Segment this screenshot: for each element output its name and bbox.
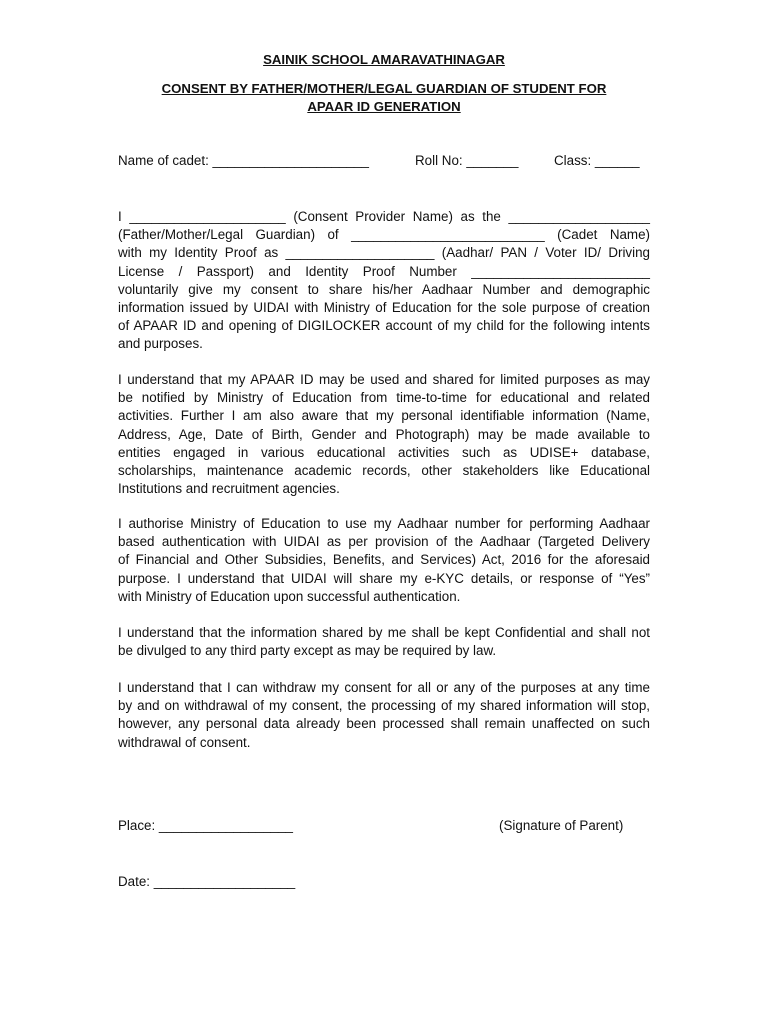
paragraph-line: Address, Age, Date of Birth, Gender and Photograph) may be made available to (118, 426, 650, 442)
paragraph-line: I understand that I can withdraw my consent for all or any of the purposes at any time (118, 680, 650, 695)
form-title (0, 80, 768, 116)
cadet-name-field: Name of cadet: _____________________ (118, 153, 369, 168)
consent-paragraph-2 (118, 371, 650, 498)
paragraph-line: entities engaged in various educational activities such as UDISE+ database, (118, 444, 650, 460)
paragraph-line: I understand that my APAAR ID may be used and shared for limited purposes as may (118, 372, 650, 387)
paragraph-line: with my Identity Proof as ____________________ (Aadhar/ PAN / Voter ID/ Driving (118, 245, 650, 261)
paragraph-line: be notified by Ministry of Education from time-to-time for educational and related (118, 390, 650, 406)
paragraph-line: (Father/Mother/Legal Guardian) of __________________________ (Cadet Name) (118, 227, 650, 243)
consent-paragraph-1 (118, 208, 650, 354)
roll-no-field: Roll No: _______ (415, 153, 519, 168)
paragraph-line: Institutions and recruitment agencies. (118, 481, 340, 497)
paragraph-line: I authorise Ministry of Education to use my Aadhaar number for performing Aadhaar (118, 516, 650, 531)
paragraph-line: purpose. I understand that UIDAI will share my e-KYC details, or response of “Yes” (118, 570, 650, 586)
paragraph-line: however, any personal data already been processed shall remain unaffected on such (118, 716, 650, 732)
form-title-line-2: APAAR ID GENERATION (307, 99, 461, 114)
paragraph-line: of Financial and Other Subsidies, Benefits, and Services) Act, 2016 for the aforesaid (118, 552, 650, 568)
paragraph-line: I _____________________ (Consent Provider Name) as the ___________________ (118, 209, 650, 224)
school-name: SAINIK SCHOOL AMARAVATHINAGAR (263, 52, 505, 67)
paragraph-line: voluntarily give my consent to share his/her Aadhaar Number and demographic (118, 281, 650, 297)
date-field: Date: ___________________ (118, 874, 296, 889)
paragraph-line: scholarships, maintenance academic records, other stakeholders like Educational (118, 463, 650, 479)
paragraph-line: with Ministry of Education upon successful authentication. (118, 588, 461, 604)
paragraph-line: withdrawal of consent. (118, 734, 251, 750)
class-field: Class: ______ (554, 153, 640, 168)
parent-signature-label: (Signature of Parent) (499, 818, 624, 833)
paragraph-line: I understand that the information shared by me shall be kept Confidential and shall not (118, 625, 650, 640)
paragraph-line: activities. Further I am also aware that my personal identifiable information (Name, (118, 408, 650, 424)
paragraph-line: by and on withdrawal of my consent, the processing of my shared information will stop, (118, 698, 650, 714)
paragraph-line: of APAAR ID and opening of DIGILOCKER account of my child for the following intents (118, 318, 650, 334)
paragraph-line: License / Passport) and Identity Proof Number ________________________ (118, 263, 650, 279)
paragraph-line: based authentication with UIDAI as per provision of the Aadhaar (Targeted Delivery (118, 534, 650, 550)
paragraph-line: information issued by UIDAI with Ministry of Education for the sole purpose of creation (118, 300, 650, 316)
consent-paragraph-4 (118, 624, 650, 660)
paragraph-line: be divulged to any third party except as may be required by law. (118, 643, 497, 659)
consent-paragraph-5 (118, 679, 650, 752)
place-field: Place: __________________ (118, 818, 293, 833)
consent-paragraph-3 (118, 515, 650, 606)
form-title-line-1: CONSENT BY FATHER/MOTHER/LEGAL GUARDIAN OF STUDENT FOR (161, 81, 607, 96)
paragraph-line: and purposes. (118, 336, 203, 352)
